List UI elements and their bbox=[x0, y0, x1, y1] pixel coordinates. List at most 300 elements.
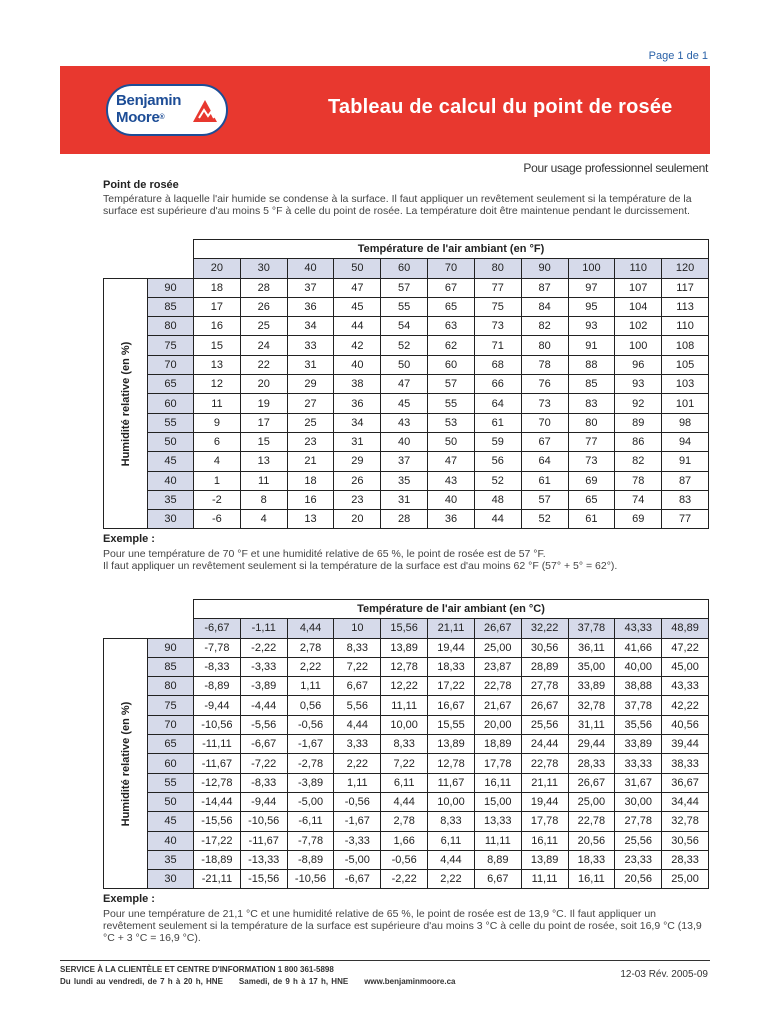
table-cell: 67 bbox=[521, 432, 568, 451]
table-cell: 102 bbox=[615, 317, 662, 336]
column-header: 60 bbox=[381, 259, 428, 278]
table-cell: 21,67 bbox=[474, 696, 521, 715]
table-cell: -9,44 bbox=[194, 696, 241, 715]
row-header: 85 bbox=[148, 657, 194, 676]
table-cell: 6,11 bbox=[428, 831, 475, 850]
professional-use-note: Pour usage professionnel seulement bbox=[523, 161, 708, 175]
table-cell: 6,67 bbox=[474, 870, 521, 889]
example-1-heading: Exemple : bbox=[103, 533, 155, 545]
table-row bbox=[104, 792, 709, 811]
table-cell: 38,88 bbox=[615, 677, 662, 696]
table-cell: 35 bbox=[381, 471, 428, 490]
table-cell: 6 bbox=[194, 432, 241, 451]
table-cell: 2,78 bbox=[381, 812, 428, 831]
table-cell: 16,11 bbox=[568, 870, 615, 889]
table-row bbox=[104, 773, 709, 792]
table-cell: 12,22 bbox=[381, 677, 428, 696]
table-cell: 8,33 bbox=[428, 812, 475, 831]
table-cell: 24,44 bbox=[521, 735, 568, 754]
row-header: 90 bbox=[148, 638, 194, 657]
table-cell: -13,33 bbox=[240, 850, 287, 869]
table-cell: 101 bbox=[662, 394, 709, 413]
table-row bbox=[104, 510, 709, 529]
row-header: 50 bbox=[148, 432, 194, 451]
table-row bbox=[104, 657, 709, 676]
table-cell: 36 bbox=[334, 394, 381, 413]
row-header: 35 bbox=[148, 490, 194, 509]
table-cell: 71 bbox=[474, 336, 521, 355]
table-cell: 40,00 bbox=[615, 657, 662, 676]
table-cell: 44 bbox=[474, 510, 521, 529]
header-banner bbox=[60, 66, 710, 154]
table-cell: 25,56 bbox=[615, 831, 662, 850]
row-header: 30 bbox=[148, 510, 194, 529]
table-row bbox=[104, 870, 709, 889]
table-cell: 11,11 bbox=[381, 696, 428, 715]
table-cell: 73 bbox=[568, 452, 615, 471]
table-cell: 78 bbox=[615, 471, 662, 490]
table-cell: 7,22 bbox=[334, 657, 381, 676]
table-cell: 37,78 bbox=[615, 696, 662, 715]
column-header: 48,89 bbox=[662, 619, 709, 638]
page-number: Page 1 de 1 bbox=[648, 50, 708, 62]
table-cell: 60 bbox=[428, 355, 475, 374]
table-cell: 77 bbox=[474, 278, 521, 297]
row-header: 45 bbox=[148, 452, 194, 471]
table-cell: 83 bbox=[568, 394, 615, 413]
table-cell: 6,67 bbox=[334, 677, 381, 696]
row-axis-label-cell bbox=[104, 638, 148, 889]
row-header: 40 bbox=[148, 471, 194, 490]
table-cell: 83 bbox=[662, 490, 709, 509]
table-cell: 52 bbox=[381, 336, 428, 355]
table-cell: 19 bbox=[240, 394, 287, 413]
intro-paragraph: Température à laquelle l'air humide se condense à la surface. Il faut appliquer un revêtement seulement si la température de la surface est supérieure d'au moins 5 °F à celle du point de rosée. La température doit être maintenue pendant le durcissement. bbox=[103, 193, 692, 217]
table-cell: 4,44 bbox=[428, 850, 475, 869]
column-header: -6,67 bbox=[194, 619, 241, 638]
table-cell: 47 bbox=[428, 452, 475, 471]
logo-line-1: Benjamin bbox=[116, 92, 182, 109]
table-cell: -10,56 bbox=[240, 812, 287, 831]
table-cell: -6,67 bbox=[334, 870, 381, 889]
table-cell: 104 bbox=[615, 297, 662, 316]
table-cell: 19,44 bbox=[521, 792, 568, 811]
table-cell: 31 bbox=[334, 432, 381, 451]
column-header: 10 bbox=[334, 619, 381, 638]
logo-line-2: Moore bbox=[116, 109, 160, 126]
table-cell: 22,78 bbox=[474, 677, 521, 696]
row-header: 75 bbox=[148, 696, 194, 715]
table-cell: 12,78 bbox=[428, 754, 475, 773]
table-cell: -3,89 bbox=[240, 677, 287, 696]
table-cell: 13 bbox=[240, 452, 287, 471]
table-cell: 4 bbox=[240, 510, 287, 529]
table-cell: 66 bbox=[474, 375, 521, 394]
table-cell: 88 bbox=[568, 355, 615, 374]
table-cell: 34,44 bbox=[662, 792, 709, 811]
table-cell: 37 bbox=[287, 278, 334, 297]
table-row bbox=[104, 452, 709, 471]
table-title: Température de l'air ambiant (en °F) bbox=[194, 240, 709, 259]
section-heading: Point de rosée bbox=[103, 179, 179, 191]
table-cell: 28 bbox=[240, 278, 287, 297]
table-cell: 18,33 bbox=[568, 850, 615, 869]
table-cell: 13,33 bbox=[474, 812, 521, 831]
table-cell: -5,56 bbox=[240, 715, 287, 734]
table-cell: 12,78 bbox=[381, 657, 428, 676]
table-cell: -1,67 bbox=[334, 812, 381, 831]
table-cell: 35,00 bbox=[568, 657, 615, 676]
table-row bbox=[104, 297, 709, 316]
column-header: 43,33 bbox=[615, 619, 662, 638]
row-axis-label: Humidité relative (en %) bbox=[119, 341, 132, 466]
table-cell: 62 bbox=[428, 336, 475, 355]
column-header: -1,11 bbox=[240, 619, 287, 638]
table-cell: 43,33 bbox=[662, 677, 709, 696]
table-cell: -0,56 bbox=[334, 792, 381, 811]
table-cell: 78 bbox=[521, 355, 568, 374]
table-cell: 45 bbox=[334, 297, 381, 316]
table-cell: 61 bbox=[521, 471, 568, 490]
table-cell: -2,22 bbox=[381, 870, 428, 889]
table-cell: 2,22 bbox=[334, 754, 381, 773]
table-row bbox=[104, 490, 709, 509]
table-cell: -21,11 bbox=[194, 870, 241, 889]
column-header: 37,78 bbox=[568, 619, 615, 638]
table-cell: 18 bbox=[194, 278, 241, 297]
table-cell: 11,11 bbox=[474, 831, 521, 850]
table-cell: 31,67 bbox=[615, 773, 662, 792]
table-cell: 39,44 bbox=[662, 735, 709, 754]
website-link[interactable]: www.benjaminmoore.ca bbox=[364, 977, 456, 986]
table-cell: 5,56 bbox=[334, 696, 381, 715]
table-cell: 64 bbox=[474, 394, 521, 413]
table-cell: 103 bbox=[662, 375, 709, 394]
page-title: Tableau de calcul du point de rosée bbox=[328, 96, 673, 118]
table-cell: 31 bbox=[381, 490, 428, 509]
table-cell: 57 bbox=[521, 490, 568, 509]
table-cell: 19,44 bbox=[428, 638, 475, 657]
table-cell: -3,33 bbox=[240, 657, 287, 676]
row-header: 55 bbox=[148, 773, 194, 792]
table-cell: -8,89 bbox=[287, 850, 334, 869]
row-header: 90 bbox=[148, 278, 194, 297]
table-cell: 1,11 bbox=[334, 773, 381, 792]
table-cell: 16,11 bbox=[521, 831, 568, 850]
column-header-row bbox=[104, 259, 709, 278]
row-header: 65 bbox=[148, 735, 194, 754]
row-header: 70 bbox=[148, 355, 194, 374]
table-cell: 85 bbox=[568, 375, 615, 394]
table-cell: 30,56 bbox=[521, 638, 568, 657]
table-cell: 69 bbox=[568, 471, 615, 490]
table-cell: 38 bbox=[334, 375, 381, 394]
table-cell: 13,89 bbox=[428, 735, 475, 754]
table-cell: -10,56 bbox=[287, 870, 334, 889]
table-cell: 41,66 bbox=[615, 638, 662, 657]
table-cell: -5,00 bbox=[287, 792, 334, 811]
table-cell: -12,78 bbox=[194, 773, 241, 792]
table-cell: 86 bbox=[615, 432, 662, 451]
table-cell: 45 bbox=[381, 394, 428, 413]
column-header: 21,11 bbox=[428, 619, 475, 638]
table-cell: 15,00 bbox=[474, 792, 521, 811]
table-cell: 61 bbox=[568, 510, 615, 529]
table-cell: 27,78 bbox=[521, 677, 568, 696]
table-cell: 94 bbox=[662, 432, 709, 451]
column-header: 80 bbox=[474, 259, 521, 278]
table-cell: 4,44 bbox=[334, 715, 381, 734]
table-cell: 98 bbox=[662, 413, 709, 432]
table-cell: 18,33 bbox=[428, 657, 475, 676]
table-cell: 26,67 bbox=[568, 773, 615, 792]
table-cell: 33,89 bbox=[568, 677, 615, 696]
table-cell: 21,11 bbox=[521, 773, 568, 792]
table-cell: 11,67 bbox=[428, 773, 475, 792]
table-cell: 17,78 bbox=[474, 754, 521, 773]
table-cell: 92 bbox=[615, 394, 662, 413]
table-cell: 2,78 bbox=[287, 638, 334, 657]
table-cell: 1,66 bbox=[381, 831, 428, 850]
table-cell: 69 bbox=[615, 510, 662, 529]
table-cell: 20,56 bbox=[615, 870, 662, 889]
table-cell: 40 bbox=[381, 432, 428, 451]
column-header: 100 bbox=[568, 259, 615, 278]
table-cell: 25 bbox=[240, 317, 287, 336]
table-cell: 16 bbox=[194, 317, 241, 336]
table-cell: 50 bbox=[381, 355, 428, 374]
row-axis-label-cell bbox=[104, 278, 148, 529]
table-cell: 25,56 bbox=[521, 715, 568, 734]
table-cell: 93 bbox=[615, 375, 662, 394]
example-2-text: Pour une température de 21,1 °C et une humidité relative de 65 %, le point de rosée est de 13,9 °C. Il faut appliquer un revêtement seulement si la température de la surface est supérieure d'au moins 3 °C à celle du point de rosée, soit 16,9 °C (13,9 °C + 3 °C = 16,9 °C). bbox=[103, 908, 702, 944]
table-cell: 17 bbox=[194, 297, 241, 316]
column-header: 120 bbox=[662, 259, 709, 278]
footer-hours bbox=[60, 977, 471, 986]
row-header: 30 bbox=[148, 870, 194, 889]
table-cell: 17,22 bbox=[428, 677, 475, 696]
column-header: 32,22 bbox=[521, 619, 568, 638]
table-cell: 20,00 bbox=[474, 715, 521, 734]
table-cell: 70 bbox=[521, 413, 568, 432]
table-cell: 22,78 bbox=[521, 754, 568, 773]
table-cell: 40 bbox=[428, 490, 475, 509]
table-cell: 0,56 bbox=[287, 696, 334, 715]
table-cell: 26 bbox=[334, 471, 381, 490]
customer-service-line: SERVICE À LA CLIENTÈLE ET CENTRE D'INFORMATION 1 800 361-5898 bbox=[60, 965, 334, 974]
column-header: 110 bbox=[615, 259, 662, 278]
table-cell: 37 bbox=[381, 452, 428, 471]
row-header: 60 bbox=[148, 394, 194, 413]
table-cell: -5,00 bbox=[334, 850, 381, 869]
table-cell: 21 bbox=[287, 452, 334, 471]
table-row bbox=[104, 394, 709, 413]
table-cell: 8,33 bbox=[381, 735, 428, 754]
table-cell: 43 bbox=[381, 413, 428, 432]
table-cell: 47 bbox=[381, 375, 428, 394]
column-header: 26,67 bbox=[474, 619, 521, 638]
table-cell: 6,11 bbox=[381, 773, 428, 792]
table-cell: -0,56 bbox=[287, 715, 334, 734]
row-header: 80 bbox=[148, 677, 194, 696]
table-row bbox=[104, 831, 709, 850]
table-cell: 16 bbox=[287, 490, 334, 509]
table-cell: 75 bbox=[474, 297, 521, 316]
table-cell: 15 bbox=[240, 432, 287, 451]
column-header: 20 bbox=[194, 259, 241, 278]
table-cell: 55 bbox=[428, 394, 475, 413]
table-cell: -6,67 bbox=[240, 735, 287, 754]
table-cell: 25,00 bbox=[474, 638, 521, 657]
table-cell: 28,33 bbox=[662, 850, 709, 869]
table-cell: 84 bbox=[521, 297, 568, 316]
table-cell: 26 bbox=[240, 297, 287, 316]
table-cell: 23,87 bbox=[474, 657, 521, 676]
table-cell: 25,00 bbox=[662, 870, 709, 889]
table-cell: 87 bbox=[662, 471, 709, 490]
row-header: 40 bbox=[148, 831, 194, 850]
table-cell: -15,56 bbox=[240, 870, 287, 889]
table-cell: 17,78 bbox=[521, 812, 568, 831]
blank-corner bbox=[104, 259, 194, 278]
table-cell: 40,56 bbox=[662, 715, 709, 734]
row-header: 45 bbox=[148, 812, 194, 831]
table-cell: 87 bbox=[521, 278, 568, 297]
table-cell: 61 bbox=[474, 413, 521, 432]
column-header: 50 bbox=[334, 259, 381, 278]
table-row bbox=[104, 471, 709, 490]
table-cell: 13 bbox=[287, 510, 334, 529]
table-cell: -8,89 bbox=[194, 677, 241, 696]
table-cell: 25,00 bbox=[568, 792, 615, 811]
table-cell: 95 bbox=[568, 297, 615, 316]
row-header: 75 bbox=[148, 336, 194, 355]
table-cell: 31,11 bbox=[568, 715, 615, 734]
table-cell: 68 bbox=[474, 355, 521, 374]
table-cell: 4,44 bbox=[381, 792, 428, 811]
table-cell: 74 bbox=[615, 490, 662, 509]
table-cell: 29,44 bbox=[568, 735, 615, 754]
table-cell: 107 bbox=[615, 278, 662, 297]
row-header: 55 bbox=[148, 413, 194, 432]
table-cell: 105 bbox=[662, 355, 709, 374]
table-cell: 23 bbox=[334, 490, 381, 509]
table-cell: 34 bbox=[287, 317, 334, 336]
table-cell: 56 bbox=[474, 452, 521, 471]
table-row bbox=[104, 413, 709, 432]
table-row bbox=[104, 375, 709, 394]
dew-point-table-celsius bbox=[103, 599, 709, 889]
table-cell: 20 bbox=[334, 510, 381, 529]
table-cell: 73 bbox=[521, 394, 568, 413]
table-row bbox=[104, 696, 709, 715]
table-cell: 31 bbox=[287, 355, 334, 374]
table-cell: 63 bbox=[428, 317, 475, 336]
table-cell: -0,56 bbox=[381, 850, 428, 869]
table-cell: 8,89 bbox=[474, 850, 521, 869]
table-row bbox=[104, 278, 709, 297]
table-cell: 40 bbox=[334, 355, 381, 374]
table-cell: 33,89 bbox=[615, 735, 662, 754]
footer-divider bbox=[60, 960, 710, 961]
table-title: Température de l'air ambiant (en °C) bbox=[194, 600, 709, 619]
logo-registered-mark: ® bbox=[159, 114, 165, 121]
table-cell: 47 bbox=[334, 278, 381, 297]
table-cell: 30,56 bbox=[662, 831, 709, 850]
table-cell: 33 bbox=[287, 336, 334, 355]
table-row bbox=[104, 850, 709, 869]
table-cell: -15,56 bbox=[194, 812, 241, 831]
benjamin-moore-logo bbox=[106, 84, 228, 136]
column-header: 15,56 bbox=[381, 619, 428, 638]
table-cell: 42,22 bbox=[662, 696, 709, 715]
table-cell: -7,78 bbox=[287, 831, 334, 850]
table-cell: 18,89 bbox=[474, 735, 521, 754]
row-header: 50 bbox=[148, 792, 194, 811]
table-cell: 30,00 bbox=[615, 792, 662, 811]
table-cell: 8 bbox=[240, 490, 287, 509]
row-header: 60 bbox=[148, 754, 194, 773]
table-cell: 27 bbox=[287, 394, 334, 413]
table-row bbox=[104, 638, 709, 657]
table-cell: 73 bbox=[474, 317, 521, 336]
table-cell: 15 bbox=[194, 336, 241, 355]
table-cell: 65 bbox=[568, 490, 615, 509]
column-header: 30 bbox=[240, 259, 287, 278]
table-cell: 10,00 bbox=[428, 792, 475, 811]
column-header: 4,44 bbox=[287, 619, 334, 638]
table-cell: 2,22 bbox=[287, 657, 334, 676]
table-cell: 15,55 bbox=[428, 715, 475, 734]
table-cell: 55 bbox=[381, 297, 428, 316]
table-row bbox=[104, 754, 709, 773]
table-cell: 16,11 bbox=[474, 773, 521, 792]
saturday-hours: Samedi, de 9 h à 17 h, HNE bbox=[238, 977, 349, 986]
table-cell: 113 bbox=[662, 297, 709, 316]
table-cell: 42 bbox=[334, 336, 381, 355]
table-cell: -3,33 bbox=[334, 831, 381, 850]
table-cell: -1,67 bbox=[287, 735, 334, 754]
table-cell: 96 bbox=[615, 355, 662, 374]
table-cell: 47,22 bbox=[662, 638, 709, 657]
table-cell: 11,11 bbox=[521, 870, 568, 889]
table-cell: 33,33 bbox=[615, 754, 662, 773]
triangle-logo-icon bbox=[192, 98, 218, 124]
table-cell: 35,56 bbox=[615, 715, 662, 734]
table-cell: 23 bbox=[287, 432, 334, 451]
table-cell: 77 bbox=[568, 432, 615, 451]
table-cell: 11 bbox=[240, 471, 287, 490]
table-cell: -11,11 bbox=[194, 735, 241, 754]
table-cell: 57 bbox=[428, 375, 475, 394]
table-cell: 77 bbox=[662, 510, 709, 529]
table-cell: 25 bbox=[287, 413, 334, 432]
table-cell: 29 bbox=[334, 452, 381, 471]
table-cell: 7,22 bbox=[381, 754, 428, 773]
table-cell: 91 bbox=[662, 452, 709, 471]
table-cell: 54 bbox=[381, 317, 428, 336]
table-cell: 20,56 bbox=[568, 831, 615, 850]
table-cell: 10,00 bbox=[381, 715, 428, 734]
table-cell: 38,33 bbox=[662, 754, 709, 773]
dew-point-table-fahrenheit bbox=[103, 239, 709, 529]
table-cell: 28 bbox=[381, 510, 428, 529]
table-row bbox=[104, 677, 709, 696]
table-cell: 36,67 bbox=[662, 773, 709, 792]
table-cell: -10,56 bbox=[194, 715, 241, 734]
table-row bbox=[104, 432, 709, 451]
table-cell: 28,89 bbox=[521, 657, 568, 676]
